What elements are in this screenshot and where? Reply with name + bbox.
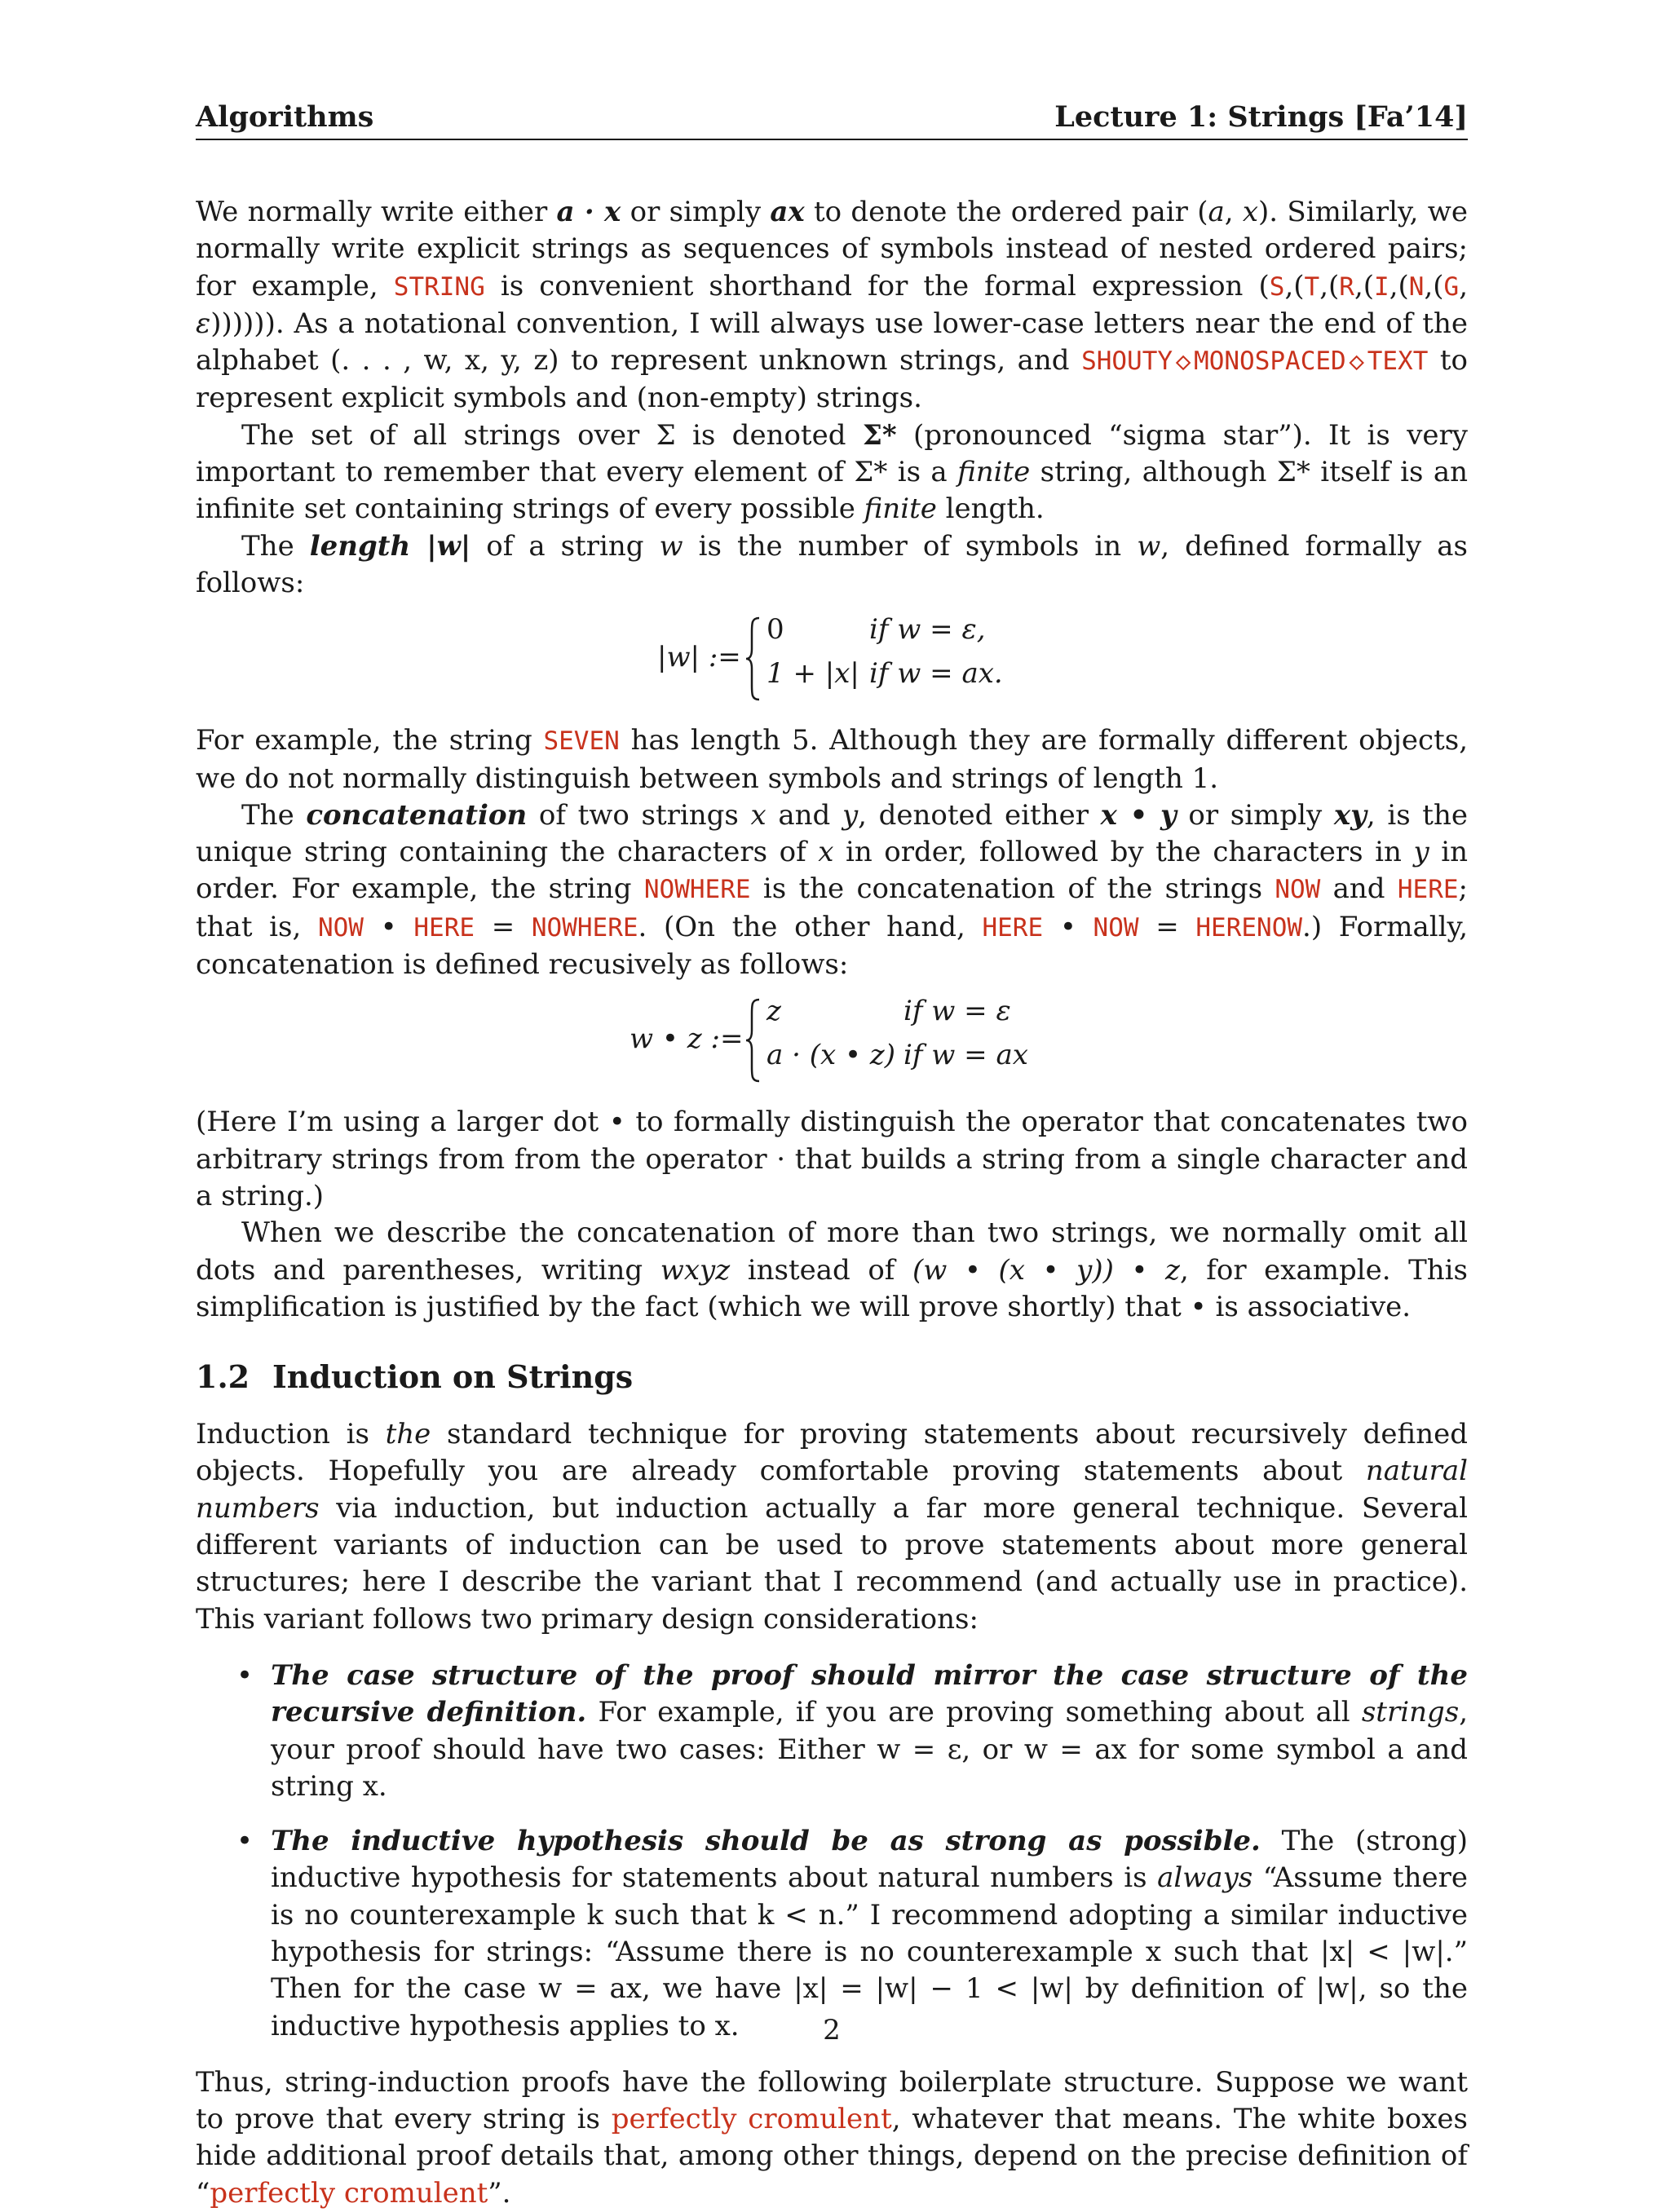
text: is convenient shorthand for the formal expression ( [484,269,1270,302]
operator: • [363,910,414,943]
text: When we describe the concatenation of more than two strings, we normally omit all dots and parentheses, writing [196,1216,1468,1287]
text: has length 5. Although they are formally different objects, we do not normally distinguish between symbols and strings of length 1. [196,724,1469,795]
math-expression: (w • (x • y)) • z [912,1253,1180,1287]
text: For example, the string [196,724,544,757]
text: The [241,529,310,563]
text: , [1224,196,1243,228]
case-value: 0 [767,613,784,647]
text: We normally write either [196,196,557,228]
text: to represent explicit symbols and (non-empty) strings. [196,344,1468,415]
mono-string: NOW [1093,912,1139,943]
bold-lead: The case structure of the proof should mirror the case structure of the recursive definition. [271,1658,1468,1729]
math-sigma-star: Σ* [862,418,897,452]
definition-lhs: w • z := [630,1022,744,1056]
running-header [196,96,1468,140]
text: Induction is [196,1418,386,1451]
case-condition: if w = ax [903,1039,1028,1072]
paragraph-concatenation [196,797,1468,983]
mono-string: SEVEN [543,726,620,757]
mono-string: HERE [982,912,1044,943]
text: , whatever that means. The white boxes hide additional proof details that, among other things, depend on the precise definition of “ [196,2103,1468,2210]
text: is the concatenation of the strings [750,872,1275,906]
text: of two strings [527,798,751,832]
emphasis: finite [957,456,1031,489]
text: to denote the ordered pair ( [804,196,1208,228]
math-var: x [750,798,767,832]
case-condition: if w = ax. [869,657,1003,691]
operator: = [475,910,532,943]
defined-term: concatenation [306,798,528,832]
text: is the number of symbols in [683,529,1138,563]
text: string, although Σ* itself is an infinite set containing strings of every possible [196,456,1468,526]
bullet-icon: • [236,1825,254,1858]
math-expression: xy [1333,798,1367,832]
mono-string: SHOUTY◇MONOSPACED◇TEXT [1081,347,1429,377]
text: )))))). As a notational convention, I will always use lower-case letters near the end of the alphabet (. . . , w, x, y, z) to represent unknown strings, and [196,307,1468,377]
case-value: 1 + |x| [767,657,859,691]
text: , is the unique string containing the characters of [196,798,1468,869]
text: , for example. This simplification is justified by the fact (which we will prove shortly) that • is associative. [196,1253,1469,1323]
left-brace-icon [745,998,760,1083]
math-var: y [842,798,859,832]
text: , denoted either [858,798,1101,832]
bullet-icon: • [236,1658,254,1692]
case-condition: if w = ε, [869,613,986,647]
text: .) Formally, concatenation is defined recusively as follows: [196,910,1469,982]
paragraph-boilerplate [196,2064,1468,2212]
mono-symbol: S [1269,272,1285,302]
text: and [1320,872,1398,906]
text: “Assume there is no counterexample k such that k < n.” I recommend adopting a similar inductive hypothesis for strings: “Assume there is no counterexample x such that |x| < |w|.” Then for the case w = ax, we have |x| = |w| − 1 < |w| by definition of |w|, so the inductive hypothesis applies to x. [271,1861,1468,2042]
case-condition: if w = ε [903,995,1011,1028]
emphasis: finite [864,492,937,526]
text: , defined formally as follows: [196,529,1468,599]
link-perfectly-cromulent[interactable]: perfectly cromulent [210,2176,488,2210]
text: or simply [1176,798,1334,832]
left-brace-icon [745,616,760,701]
emphasis: the [385,1418,431,1451]
mono-symbol: G [1443,272,1460,302]
mono-symbol: T [1304,272,1320,302]
math-expression: x • y [1100,798,1177,832]
paragraph-associative [196,1215,1468,1326]
definition-lhs: |w| := [657,641,741,674]
mono-string: HERE [1397,875,1459,905]
link-perfectly-cromulent[interactable]: perfectly cromulent [611,2103,892,2136]
page-body [196,194,1468,2212]
operator: • [1043,910,1093,943]
text: of a string [471,529,660,563]
text: in order, followed by the characters in [833,836,1414,869]
text: ; that is, [196,872,1468,943]
paragraph-example-length [196,722,1468,797]
page-number: 2 [823,2014,841,2046]
math-var: x [818,836,834,869]
operator: = [1138,910,1196,943]
bold-lead: The inductive hypothesis should be as strong as possible. [271,1825,1261,1858]
mono-symbol: I [1374,272,1389,302]
emphasis: natural numbers [196,1455,1468,1525]
concatenation-definition [196,991,1468,1089]
section-number: 1.2 [196,1358,250,1396]
paragraph-induction-intro [196,1416,1468,1638]
mono-string: NOW [317,912,364,943]
math-var: y [1413,836,1429,869]
math-var: a [1208,196,1225,228]
emphasis: always [1157,1861,1253,1895]
section-title: Induction on Strings [272,1358,634,1396]
mono-symbol: R [1339,272,1354,302]
defined-term: length |w| [309,529,471,563]
mono-string: STRING [393,272,485,302]
length-definition [196,610,1468,708]
text: The (strong) inductive hypothesis for statements about natural numbers is [271,1825,1468,1895]
mono-symbol: N [1408,272,1425,302]
text: , your proof should have two cases: Either w = ε, or w = ax for some symbol a and string x. [271,1696,1468,1803]
mono-string: NOWHERE [531,912,638,943]
math-epsilon: ε [196,307,211,340]
math-var: w [659,529,683,563]
text: length. [936,492,1045,526]
math-expression: wxyz [660,1253,731,1287]
design-considerations-list [196,1658,1468,2045]
math-pair-dot: a · x [556,196,621,228]
mono-string: NOW [1275,875,1321,905]
header-lecture-title: Lecture 1: Strings [Fa’14] [1054,100,1468,134]
case-value: z [767,995,781,1028]
text: in order. For example, the string [196,836,1468,906]
mono-string: NOWHERE [643,875,751,905]
paragraph-length [196,528,1468,603]
emphasis: strings [1361,1696,1460,1729]
text: ”. [488,2176,511,2210]
text: standard technique for proving statements about recursively defined objects. Hopefully you are already comfortable proving statements about [196,1418,1469,1488]
text: instead of [730,1253,912,1287]
text: or simply [621,196,771,228]
text: and [766,798,842,832]
list-item [196,1658,1468,1805]
text: The set of all strings over Σ is denoted [241,418,863,452]
case-value: a · (x • z) [767,1039,895,1072]
text: ). Similarly, we normally write explicit strings as sequences of symbols instead of nested ordered pairs; for example, [196,196,1468,302]
paragraph-sigma-star [196,417,1468,528]
paragraph-ordered-pairs: We normally write either a · x or simply ax to denote the ordered pair (a, x). Similarly, we normally write explicit strings as sequences of symbols instead of nested ordered pairs; for example, STRING is convenient shorthand for the formal expression (S,(T,(R,(I,(N,(G, ε)))))). As a notational convention, I will always use lower-case letters near the end of the alphabet (. . . , w, x, y, z) to represent unknown strings, and SHOUTY◇MONOSPACED◇TEXT to represent explicit symbols and (non-empty) strings. [196,196,1468,415]
text: Thus, string-induction proofs have the following boilerplate structure. Suppose we want to prove that every string is [196,2065,1468,2136]
text: via induction, but induction actually a far more general technique. Several different variants of induction can be used to prove statements about more general structures; here I describe the variant that I recommend (and actually use in practice). This variant follows two primary design considerations: [196,1491,1468,1636]
math-var: w [1137,529,1161,563]
mono-string: HERE [413,912,475,943]
text: The [241,798,307,832]
text: (pronounced “sigma star”). It is very important to remember that every element of Σ* is a [196,418,1468,489]
list-item [196,1823,1468,2045]
paragraph-dot-note: (Here I’m using a larger dot • to formally distinguish the operator that concatenates two arbitrary strings from from the operator · that builds a string from a single character and a string.) [196,1106,1468,1212]
header-course-title: Algorithms [196,100,374,134]
section-heading [196,1358,1468,1395]
mono-string: HERENOW [1195,912,1303,943]
math-var: x [1242,196,1259,228]
text: For example, if you are proving something about all [586,1696,1362,1729]
text: . (On the other hand, [638,910,983,943]
math-pair-concat: ax [770,196,805,228]
